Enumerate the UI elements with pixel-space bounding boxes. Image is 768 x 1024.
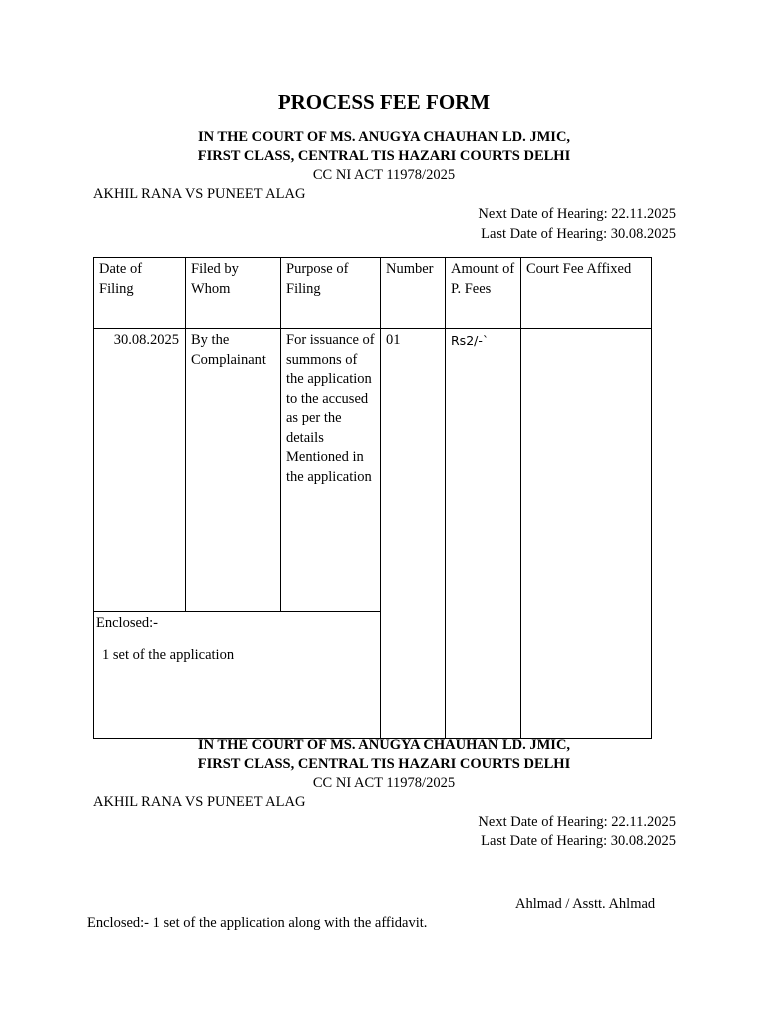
footer-last-hearing-date: Last Date of Hearing: 30.08.2025 — [481, 833, 676, 849]
footer-case-parties: AKHIL RANA VS PUNEET ALAG — [93, 794, 306, 810]
col-header-court-fee: Court Fee Affixed — [521, 258, 652, 329]
cell-amount — [446, 329, 521, 739]
court-line-1: IN THE COURT OF MS. ANUGYA CHAUHAN LD. JMIC, — [197, 129, 571, 145]
footer-court-line-2: FIRST CLASS, CENTRAL TIS HAZARI COURTS DELHI — [197, 756, 571, 772]
case-number: CC NI ACT 11978/2025 — [312, 167, 456, 183]
footer-case-number: CC NI ACT 11978/2025 — [312, 775, 456, 791]
table-header-row — [94, 258, 652, 329]
cell-purpose: For issuance of summons of the application to the accused as per the details Mentioned in the application — [281, 329, 381, 612]
col-header-filed-by: Filed by Whom — [186, 258, 281, 329]
col-header-amount: Amount of P. Fees — [446, 258, 521, 329]
last-hearing-date: Last Date of Hearing: 30.08.2025 — [481, 226, 676, 242]
cell-enclosed — [94, 612, 381, 739]
footer-court-line-1: IN THE COURT OF MS. ANUGYA CHAUHAN LD. JMIC, — [197, 737, 571, 753]
next-hearing-date: Next Date of Hearing: 22.11.2025 — [478, 206, 676, 222]
cell-filed-by: By the Complainant — [186, 329, 281, 612]
enclosed-item: 1 set of the application — [102, 646, 235, 663]
table-row — [94, 329, 652, 612]
process-fee-table — [93, 257, 652, 739]
cell-number: 01 — [381, 329, 446, 739]
enclosed-note: Enclosed:- 1 set of the application along with the affidavit. — [87, 915, 428, 931]
col-header-purpose: Purpose of Filing — [281, 258, 381, 329]
cell-court-fee — [521, 329, 652, 739]
enclosed-label: Enclosed:- — [96, 615, 159, 631]
cell-date: 30.08.2025 — [94, 329, 186, 612]
form-title: PROCESS FEE FORM — [277, 90, 491, 114]
amount-value: Rs2/-` — [451, 333, 490, 348]
case-parties: AKHIL RANA VS PUNEET ALAG — [93, 186, 306, 202]
col-header-number: Number — [381, 258, 446, 329]
court-line-2: FIRST CLASS, CENTRAL TIS HAZARI COURTS DELHI — [197, 148, 571, 164]
footer-next-hearing-date: Next Date of Hearing: 22.11.2025 — [478, 814, 676, 830]
col-header-date: Date of Filing — [94, 258, 186, 329]
signature-line: Ahlmad / Asstt. Ahlmad — [515, 896, 656, 912]
